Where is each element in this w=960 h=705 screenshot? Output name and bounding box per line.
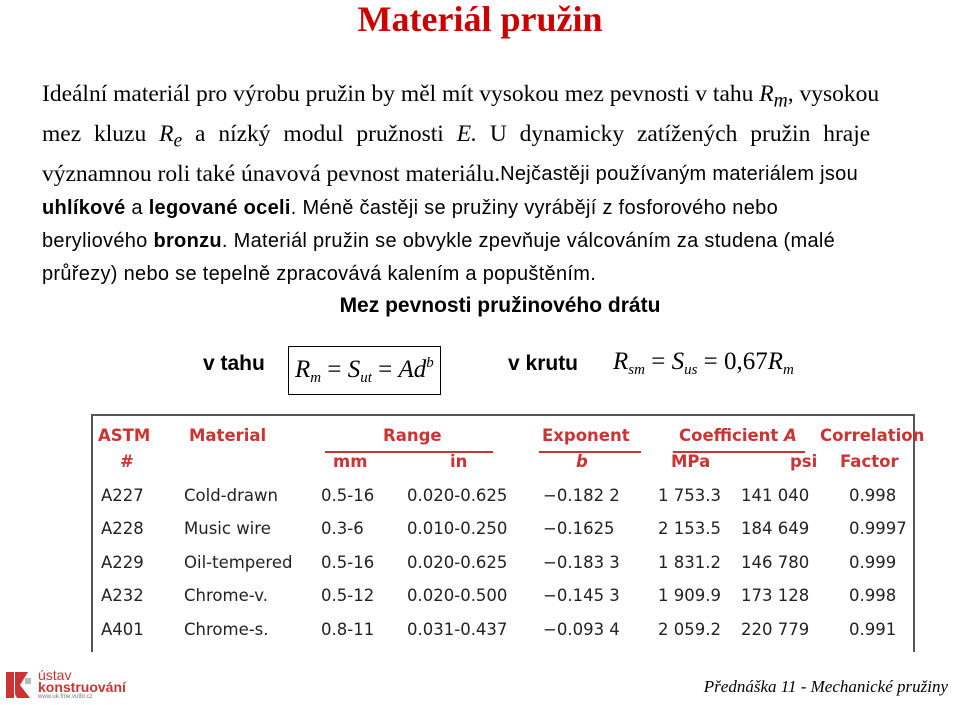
para-line-3 — [42, 158, 918, 191]
para-line-1 — [42, 78, 918, 118]
exponent-underline — [539, 451, 641, 453]
tension-formula: $R_m = S_{ut} = Ad^b$ — [288, 346, 441, 395]
header-correlation-sub: Factor — [840, 452, 899, 471]
header-material: Material — [189, 426, 267, 445]
para-line-5 — [42, 225, 918, 258]
para-bold-text: legované oceli — [148, 196, 291, 219]
header-coefficient: Coefficient A — [679, 426, 797, 445]
header-in: in — [450, 452, 468, 471]
formula-title: Mez pevnosti pružinového drátu — [339, 294, 661, 317]
para-line-4: uhlíkové a legované oceli . Méně častěji se pružiny vyrábějí z fosforového nebo — [42, 192, 918, 225]
header-correlation: Correlation — [820, 426, 925, 445]
spring-wire-table: ASTM Material Range Exponent Coefficient A Correlation # mm in b MPa psi Factor A227 Cold-drawn 0.5-16 0.020-0.625 −0.182 2 1 753.3 141 040 0.998 A228 Music wire 0.3-6 0.010-0.250 −0.1625 2 153.5 184 649 0.9997 A229 Oil-tempered 0.5-16 0.020-0.625 −0.183 3 1 831.2 146 780 0.999 A232 Chrome-v. 0.5-12 0.020-0.500 −0.145 3 1 909.9 173 128 0.998 A401 Chrome-s. 0.8-11 0.031-0.437 −0.093 4 2 059.2 220 779 0.991 — [91, 414, 915, 652]
logo-url: www.uk.fme.vutbr.cz — [38, 694, 93, 700]
header-exponent-sub: b — [576, 452, 588, 471]
header-range: Range — [383, 426, 442, 445]
para-bold-text: bronzu — [153, 230, 222, 252]
header-astm: ASTM — [98, 426, 151, 445]
intro-paragraph — [42, 78, 918, 292]
para-text: . Méně častěji se pružiny vyrábějí z fosforového nebo — [290, 196, 778, 219]
header-psi: psi — [790, 452, 818, 471]
torsion-label: v krutu — [508, 352, 579, 375]
footer-lecture: Přednáška 11 - Mechanické pružiny — [703, 677, 948, 696]
para-text: významnou roli také únavová pevnost materiálu. — [42, 161, 501, 188]
para-line-2 — [42, 118, 918, 158]
para-text: mez kluzu $R_e$ a nízký modul pružnosti E. U dynamicky zatížených pružin hraje — [42, 121, 871, 152]
institute-logo — [6, 666, 156, 702]
para-text: Ideální materiál pro výrobu pružin by měl mít vysokou mez pevnosti v tahu $R_m$, vysokou — [42, 81, 880, 112]
para-text: průřezy) nebo se tepelně zpracovává kalením a popuštěním. — [42, 263, 597, 286]
header-mm: mm — [333, 452, 368, 471]
header-exponent: Exponent — [542, 426, 630, 445]
uk-logo-icon — [6, 668, 34, 700]
para-bold-text: uhlíkové — [42, 196, 126, 219]
para-line-6 — [42, 258, 918, 291]
header-mpa: MPa — [671, 452, 711, 471]
header-astm-sub: # — [120, 452, 134, 471]
para-text: Nejčastěji používaným materiálem jsou — [500, 163, 859, 186]
torsion-formula: $R_{sm} = S_{us} = 0,67R_m$ — [613, 348, 794, 378]
logo-text-line-2: konstruování — [38, 679, 126, 695]
logo-text-line-1: ústav — [38, 667, 72, 683]
tension-label: v tahu — [203, 352, 265, 375]
para-text: . Materiál pružin se obvykle zpevňuje válcováním za studena (malé — [221, 230, 836, 252]
para-text: beryliového — [42, 230, 154, 252]
page-title: Materiál pružin — [357, 0, 603, 39]
